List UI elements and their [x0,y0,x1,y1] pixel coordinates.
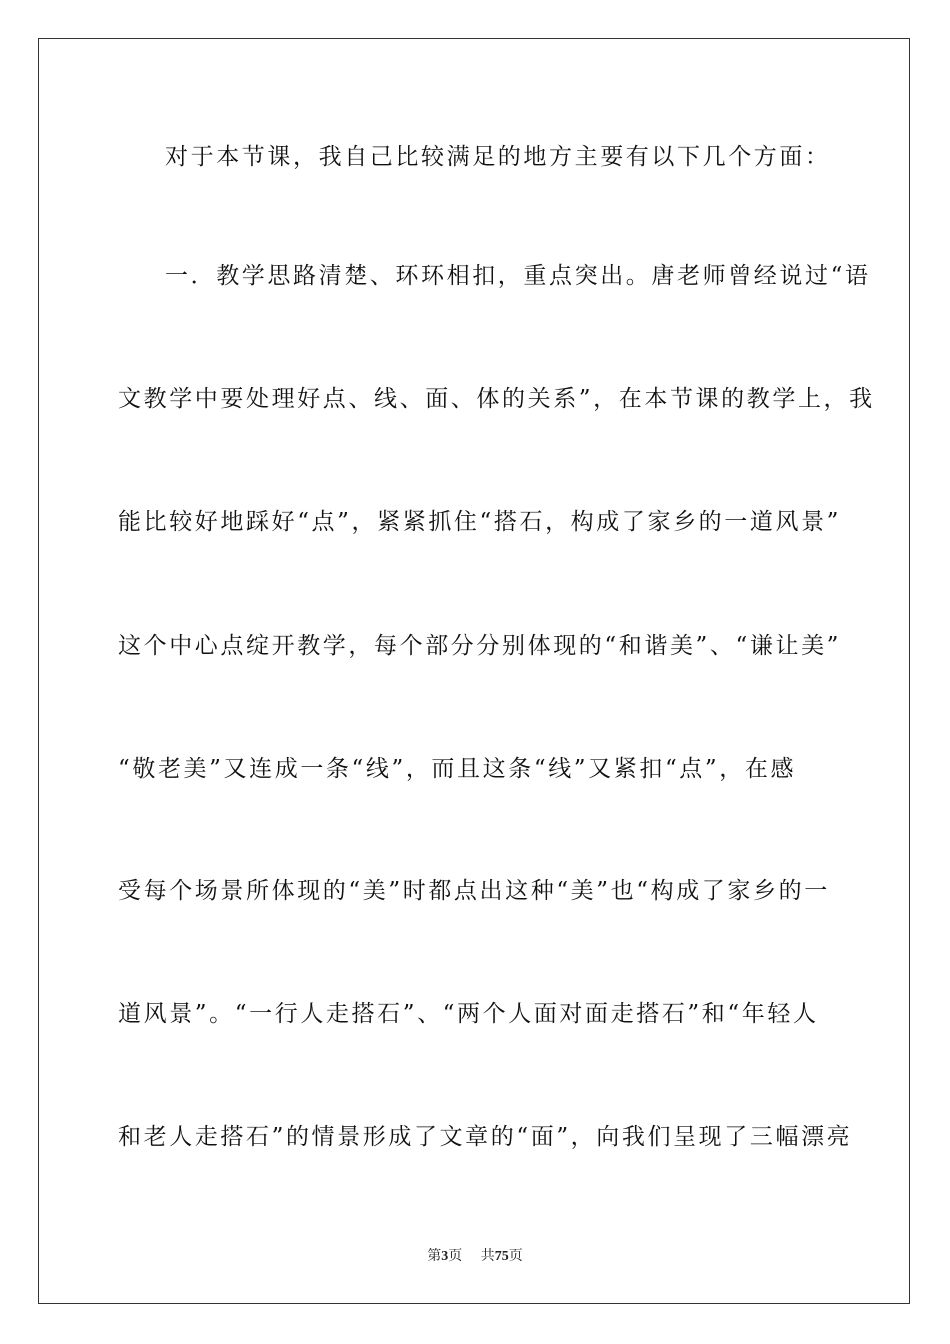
paragraph-line: 受每个场景所体现的“美”时都点出这种“美”也“构成了家乡的一 [118,878,830,904]
paragraph-line: 这个中心点绽开教学，每个部分分别体现的“和谐美”、“谦让美” [118,633,842,659]
paragraph-line: 道风景”。“一行人走搭石”、“两个人面对面走搭石”和“年轻人 [118,1001,819,1027]
paragraph-line: 能比较好地踩好“点”，紧紧抓住“搭石，构成了家乡的一道风景” [118,509,842,535]
page-indicator [427,1246,462,1267]
total-pages: 75 [494,1249,509,1264]
page-number: 3 [441,1249,449,1264]
paragraph-line: 文教学中要处理好点、线、面、体的关系”，在本节课的教学上，我 [118,386,875,412]
paragraph-line: “敬老美”又连成一条“线”，而且这条“线”又紧扣“点”，在感 [118,756,797,782]
page-suffix: 页 [448,1248,463,1264]
total-suffix: 页 [508,1248,523,1264]
total-prefix: 共 [480,1248,495,1264]
total-pages-indicator [481,1246,523,1267]
page-footer [0,1246,950,1267]
paragraph-line: 对于本节课，我自己比较满足的地方主要有以下几个方面： [165,144,831,170]
paragraph-line: 和老人走搭石”的情景形成了文章的“面”，向我们呈现了三幅漂亮 [118,1124,853,1150]
paragraph-line: 一．教学思路清楚、环环相扣，重点突出。唐老师曾经说过“语 [165,263,871,289]
page-border [38,38,910,1304]
page-prefix: 第 [427,1248,442,1264]
